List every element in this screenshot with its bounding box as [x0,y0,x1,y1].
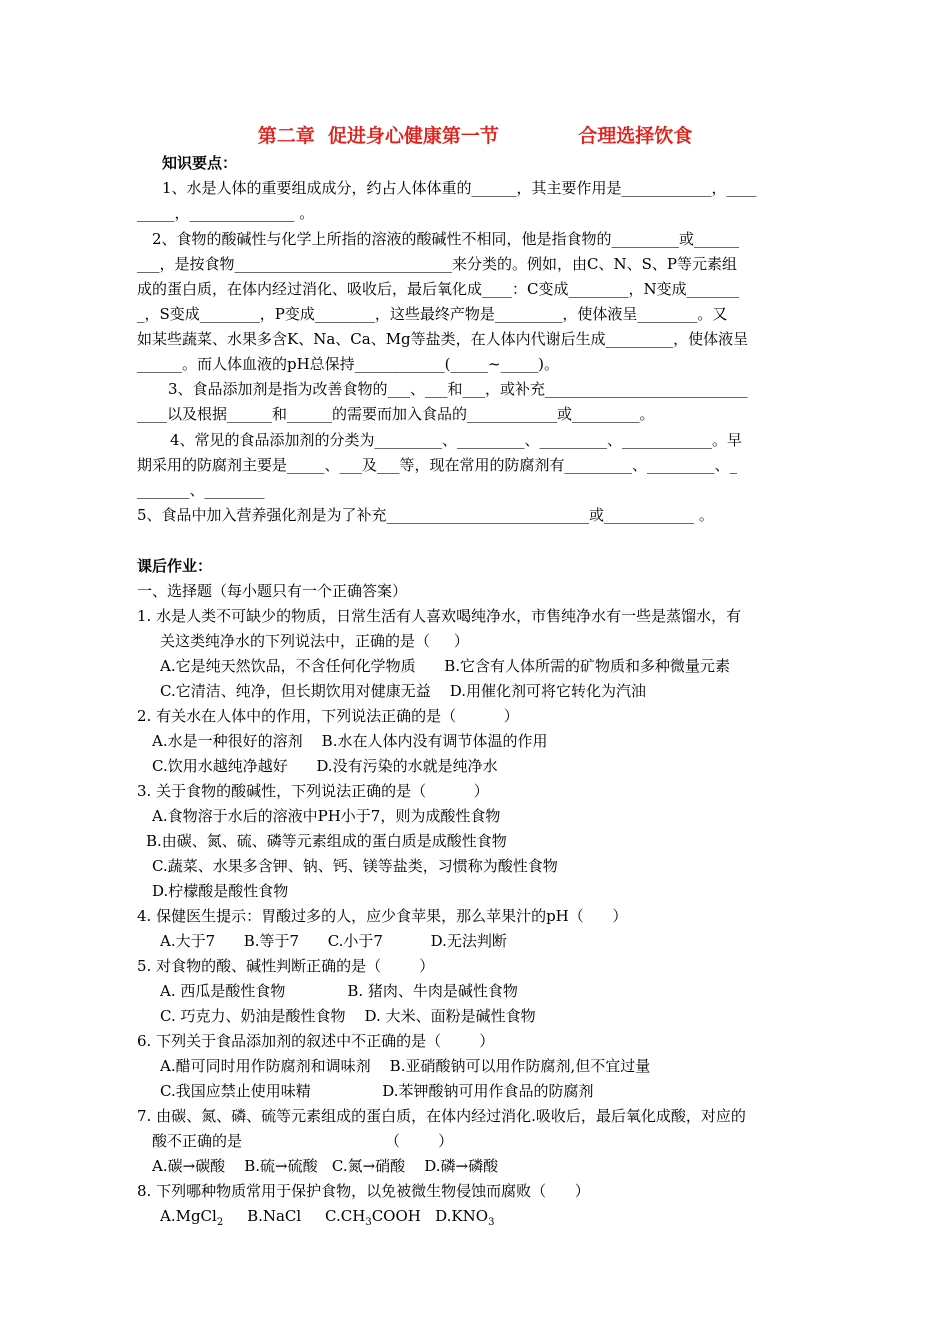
homework-heading: 课后作业： [137,557,213,575]
knowledge-line: ____以及根据______和______的需要而加入食品的____________或_________。 [137,405,655,423]
knowledge-line: 3、食品添加剂是指为改善食物的___、___和___，或补充___________________________ [168,380,748,398]
question-option: A.水是一种很好的溶剂 B.水在人体内没有调节体温的作用 [152,732,548,750]
question-line: 7. 由碳、氮、磷、硫等元素组成的蛋白质，在体内经过消化.吸收后，最后氧化成酸，对应的 [137,1107,746,1125]
knowledge-line: 4、常见的食品添加剂的分类为_________、_________、_________、____________。早 [170,431,743,449]
q8-option-b: B.NaCl [247,1207,302,1225]
knowledge-line: 2、食物的酸碱性与化学上所指的溶液的酸碱性不相同，他是指食物的_________或______ [152,230,740,248]
question-line: 酸不正确的是 （ ） [152,1132,454,1150]
question-line: 8. 下列哪种物质常用于保护食物，以免被微生物侵蚀而腐败（ ） [137,1182,590,1200]
knowledge-line: 期采用的防腐剂主要是_____、___及___等，现在常用的防腐剂有_________、_________、_ [137,456,738,474]
question-line: 1. 水是人类不可缺少的物质，日常生活有人喜欢喝纯净水，市售纯净水有一些是蒸馏水，有 [137,607,742,625]
question-option: C. 巧克力、奶油是酸性食物 D. 大米、面粉是碱性食物 [160,1007,536,1025]
question-line: 4. 保健医生提示：胃酸过多的人，应少食苹果，那么苹果汁的pH（ ） [137,907,628,925]
knowledge-line: ______。而人体血液的pH总保持____________(_____~_____)。 [137,355,559,373]
question-line: 6. 下列关于食品添加剂的叙述中不正确的是（ ） [137,1032,495,1050]
question-option: C.它清洁、纯净，但长期饮用对健康无益 D.用催化剂可将它转化为汽油 [160,682,647,700]
question-option: D.柠檬酸是酸性食物 [152,882,289,900]
question-option: A.食物溶于水后的溶液中PH小于7，则为成酸性食物 [152,807,501,825]
question-option: B.由碳、氮、硫、磷等元素组成的蛋白质是成酸性食物 [146,832,507,850]
knowledge-line: ___，是按食物_____________________________来分类的。例如，由C、N、S、P等元素组 [137,255,737,273]
knowledge-line: 1、水是人体的重要组成成分，约占人体体重的______，其主要作用是____________，____ [162,179,757,197]
section-heading: 一、选择题（每小题只有一个正确答案） [137,582,408,600]
q8-options [160,1206,494,1233]
knowledge-line: _______、________ [137,481,265,499]
knowledge-line: 成的蛋白质，在体内经过消化、吸收后，最后氧化成____：C变成________，N变成_______ [137,280,740,298]
knowledge-line: _____，______________ 。 [137,204,315,222]
q8-option-d: $D.KNO_3$ [435,1207,495,1228]
q8-option-a: A.MgCl$_2$ [160,1207,224,1228]
question-option: A.大于7 B.等于7 C.小于7 D.无法判断 [160,932,507,950]
question-line: 2. 有关水在人体中的作用，下列说法正确的是（ ） [137,707,519,725]
question-option: A.碳→碳酸 B.硫→硫酸 C.氮→硝酸 D.磷→磷酸 [152,1157,499,1175]
q8-option-c: $C.CH_3COOH$ [325,1207,421,1228]
knowledge-line: 如某些蔬菜、水果多含K、Na、Ca、Mg等盐类，在人体内代谢后生成_________，使体液呈 [137,330,749,348]
question-option: A.它是纯天然饮品，不含任何化学物质 B.它含有人体所需的矿物质和多种微量元素 [160,657,731,675]
question-option: C.蔬菜、水果多含钾、钠、钙、镁等盐类，习惯称为酸性食物 [152,857,558,875]
chapter-title: 第二章 促进身心健康第一节 合理选择饮食 [257,125,693,147]
knowledge-line: _，S变成________，P变成________，这些最终产物是_________，使体液呈________。又 [137,305,728,323]
question-option: C.我国应禁止使用味精 D.苯钾酸钠可用作食品的防腐剂 [160,1082,594,1100]
knowledge-heading: 知识要点： [162,154,238,172]
question-option: C.饮用水越纯净越好 D.没有污染的水就是纯净水 [152,757,498,775]
knowledge-line: 5、食品中加入营养强化剂是为了补充___________________________或____________ 。 [137,506,714,524]
question-option: A. 西瓜是酸性食物 B. 猪肉、牛肉是碱性食物 [160,982,518,1000]
question-line: 5. 对食物的酸、碱性判断正确的是（ ） [137,957,435,975]
question-option: A.醋可同时用作防腐剂和调味剂 B.亚硝酸钠可以用作防腐剂,但不宜过量 [160,1057,651,1075]
question-line: 关这类纯净水的下列说法中，正确的是（ ） [160,632,469,650]
question-line: 3. 关于食物的酸碱性，下列说法正确的是（ ） [137,782,489,800]
